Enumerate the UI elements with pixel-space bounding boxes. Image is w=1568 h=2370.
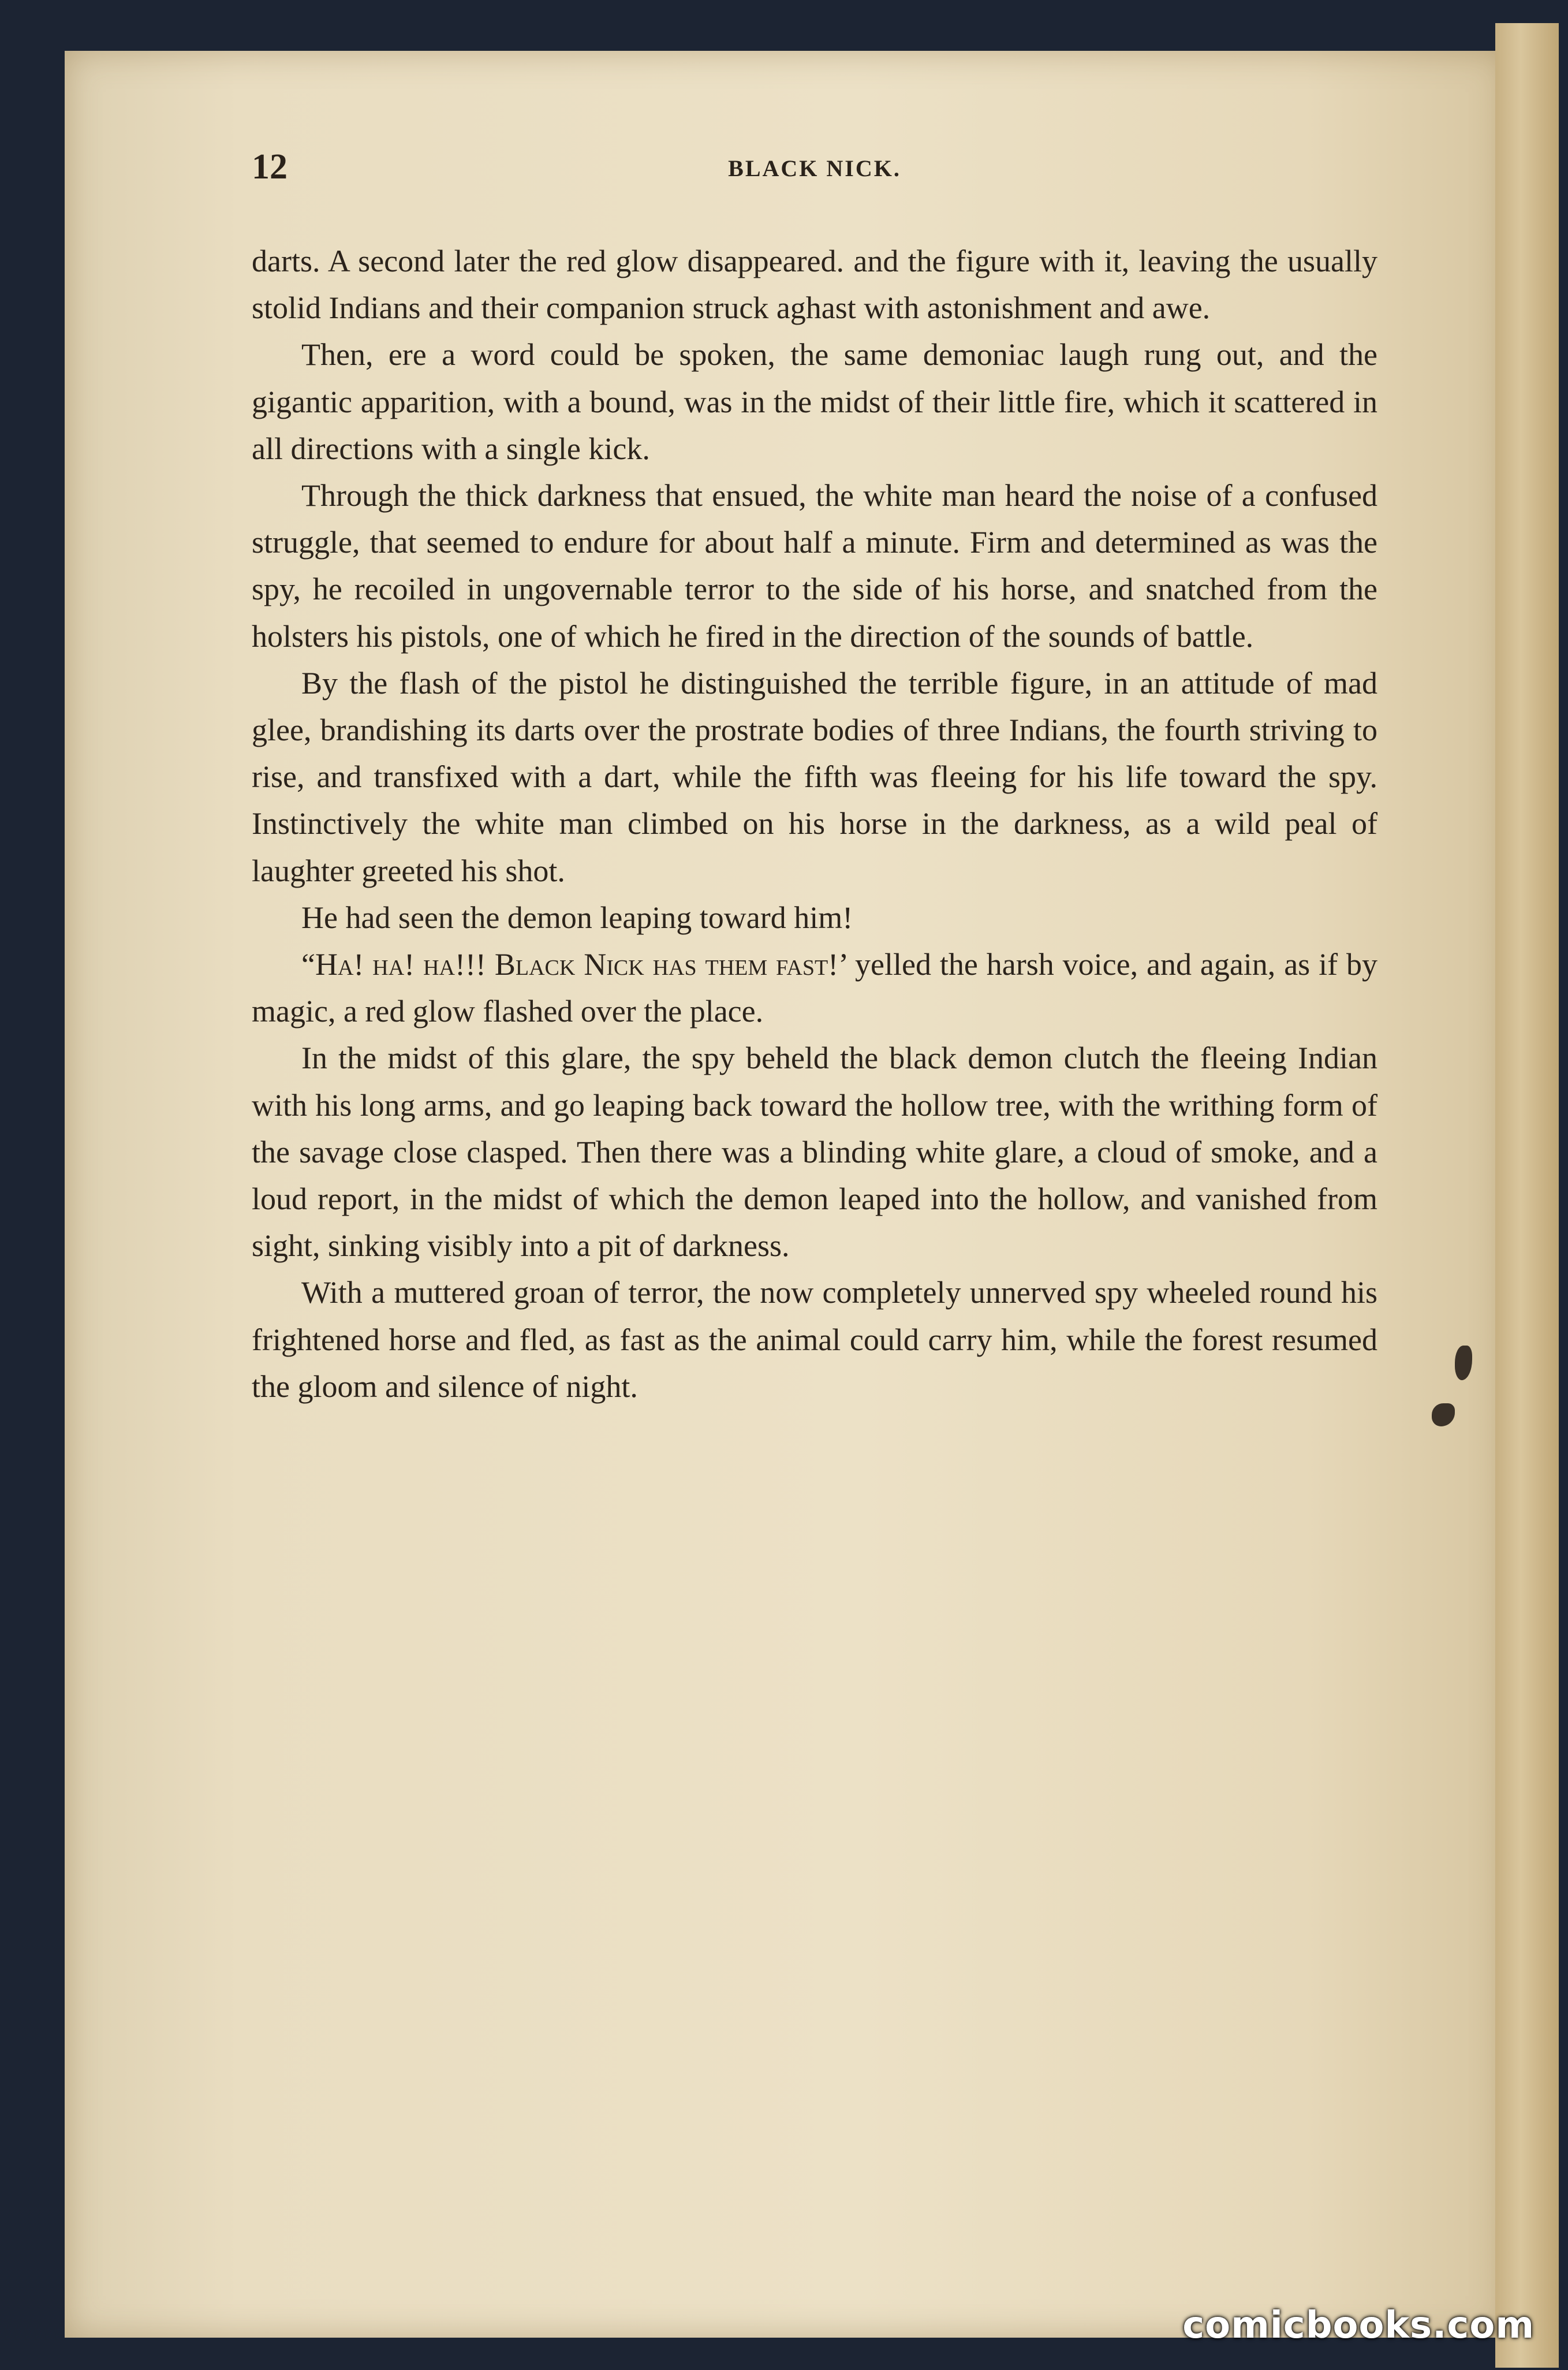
paragraph: With a muttered groan of terror, the now completely unnerved spy wheeled round his frightened horse and fled, as fast as the animal could carry him, while the forest resumed the gloom and silence of night.: [252, 1275, 1377, 1404]
running-title: BLACK NICK.: [728, 155, 901, 181]
dialogue-paragraph: [252, 941, 1377, 1035]
black-nick-exclamation: Black Nick has them fast!: [494, 947, 839, 982]
paragraph: By the flash of the pistol he distinguished the terrible figure, in an attitude of mad glee, brandishing its darts over the prostrate bodies of three Indians, the fourth striving to rise, and transfixed with a dart, while the fifth was fleeing for his life toward the spy. Instinctively the white man climbed on his horse in the darkness, as a wild peal of laughter greeted his shot.: [252, 665, 1377, 888]
laugh-cry: Ha! ha! ha!!!: [315, 947, 486, 982]
paragraph: Through the thick darkness that ensued, the white man heard the noise of a confused struggle, that seemed to endure for about half a minute. Firm and determined as was the spy, he recoiled in ungovernable terror to the side of his horse, and snatched from the holsters his pistols, one of which he fired in the direction of the sounds of battle.: [252, 478, 1377, 654]
close-quote: ’: [838, 947, 847, 982]
paragraph: In the midst of this glare, the spy beheld the black demon clutch the fleeing Indian with his long arms, and go leaping back toward the hollow tree, with the writhing form of the savage close clasped. Then there was a blinding white glare, a cloud of smoke, and a loud report, in the midst of which the demon leaped into the hollow, and vanished from sight, sinking visibly into a pit of darkness.: [252, 1041, 1377, 1264]
paragraph: He had seen the demon leaping toward him!: [301, 900, 853, 935]
dialogue-rest: yelled the harsh voice, and again, as if by magic, a red glow flashed over the place.: [252, 947, 1378, 1029]
book-spine: [1495, 23, 1559, 2368]
open-quote: “: [301, 947, 315, 982]
paragraph: darts. A second later the red glow disappeared. and the figure with it, leaving the usually stolid Indians and their companion struck aghast with astonishment and awe.: [252, 244, 1377, 326]
watermark: comicbooks.com: [1182, 2304, 1535, 2347]
page-number: 12: [252, 147, 288, 187]
paragraph: Then, ere a word could be spoken, the same demoniac laugh rung out, and the gigantic apparition, with a bound, was in the midst of their little fire, which it scattered in all directions with a single kick.: [252, 337, 1377, 466]
page-body: [252, 238, 1377, 1410]
running-head: [252, 147, 1377, 199]
